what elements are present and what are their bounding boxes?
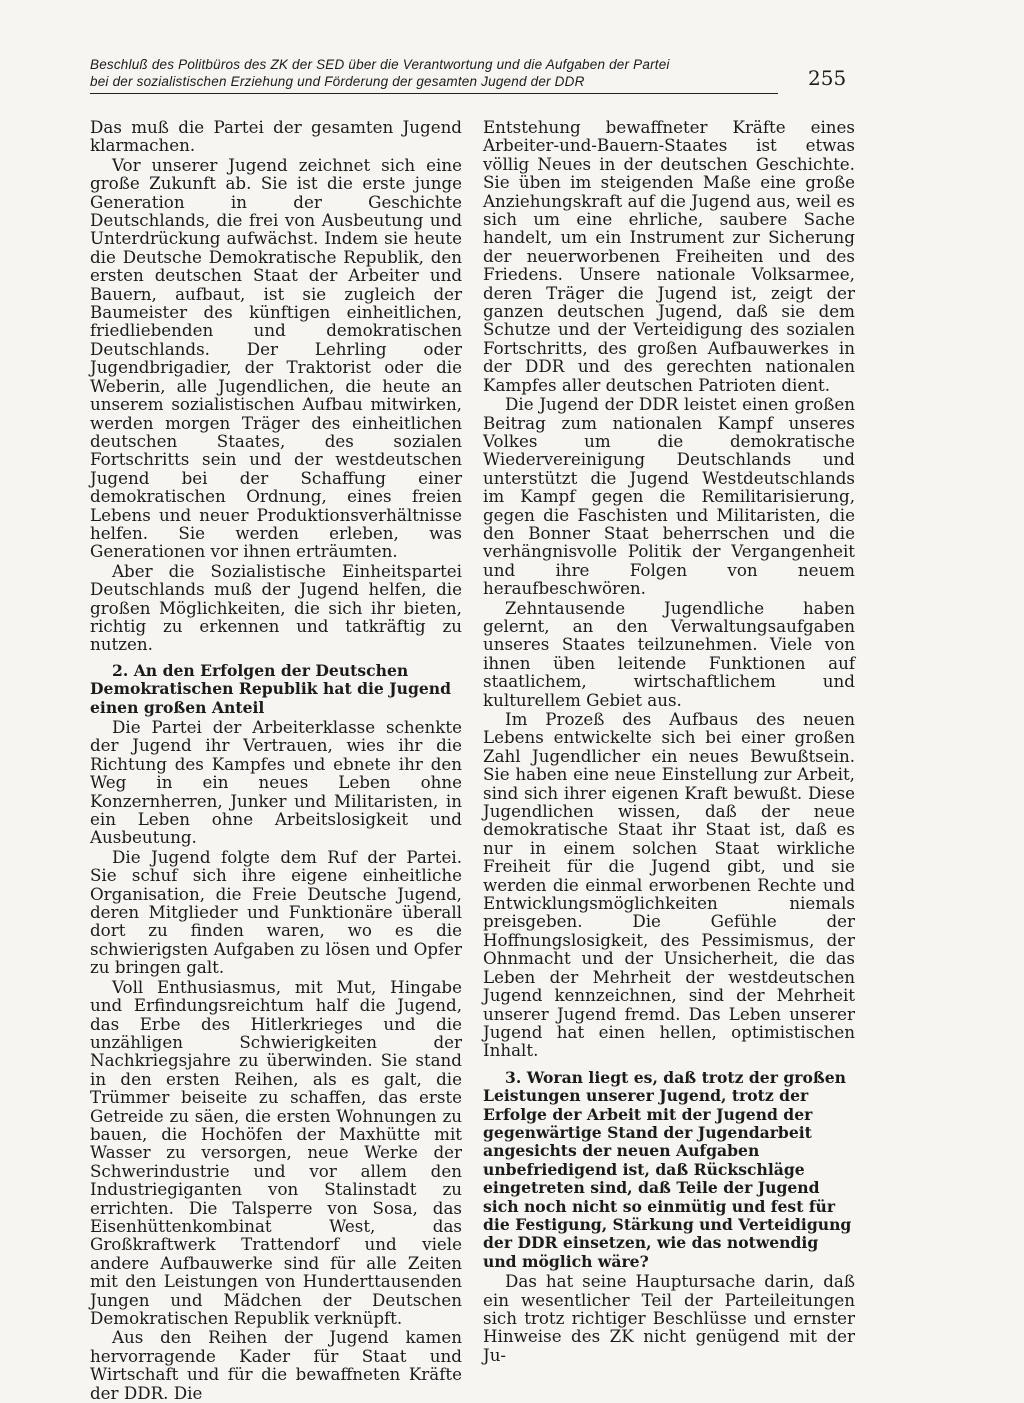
header-rule [90,93,778,94]
paragraph: Die Jugend der DDR leistet einen großen Beitrag zum nationalen Kampf unseres Volkes um die demokratische Wiedervereinigung Deutschlands und unterstützt die Jugend Westdeutschlands im Kampf gegen die Remilitarisierung, gegen die Faschisten und Militaristen, die den Bonner Staat beherrschen und die verhängnisvolle Politik der Vergangenheit und ihre Folgen von neuem heraufbeschwören. [483,394,855,599]
paragraph: Vor unserer Jugend zeichnet sich eine große Zukunft ab. Sie ist die erste junge Generation in der Geschichte Deutschlands, die frei von Ausbeutung und Unterdrückung aufwächst. Indem sie heute die Deutsche Demokratische Republik, den ersten deutschen Staat der Arbeiter und Bauern, aufbaut, ist sie zugleich der Baumeister des künftigen einheitlichen, friedliebenden und demokratischen Deutschlands. Der Lehrling oder Jugendbrigadier, der Traktorist oder die Weberin, alle Jugendlichen, die heute an unserem sozialistischen Aufbau mitwirken, werden morgen Träger des einheitlichen deutschen Staates, des sozialen Fortschritts sein und der westdeutschen Jugend bei der Schaffung einer demokratischen Ordnung, eines freien Lebens und neuer Produktionsverhältnisse helfen. Sie werden erleben, was Generationen vor ihnen erträumten. [90,154,462,562]
paragraph: Entstehung bewaffneter Kräfte eines Arbeiter-und-Bauern-Staates ist etwas völlig Neues in der deutschen Geschichte. Sie üben im steigenden Maße eine große Anziehungskraft auf die Jugend aus, weil es sich um eine ehrliche, saubere Sache handelt, um ein Instrument zur Sicherung der neuerworbenen Freiheiten und des Friedens. Unsere nationale Volksarmee, deren Träger die Jugend ist, zeigt der ganzen deutschen Jugend, daß sie dem Schutze und der Verteidigung des sozialen Fortschritts, des großen Aufbauwerkes in der DDR und des gerechten nationalen Kampfes aller deutschen Patrioten dient. [483,117,855,395]
section-heading-3: 3. Woran liegt es, daß trotz der großen Leistungen unserer Jugend, trotz der Erfolge der Arbeit mit der Jugend der gegenwärtige Stand der Jugendarbeit angesichts der neuen Aufgaben unbefriedigend ist, daß Rückschläge eingetreten sind, daß Teile der Jugend sich noch nicht so einmütig und fest für die Festigung, Stärkung und Verteidigung der DDR einsetzen, wie das notwendig und möglich wäre? [483,1067,852,1271]
paragraph: Voll Enthusiasmus, mit Mut, Hingabe und Erfindungsreichtum half die Jugend, das Erbe des Hitlerkrieges und die unzähligen Schwierigkeiten der Nachkriegsjahre zu überwinden. Sie stand in den ersten Reihen, als es galt, die Trümmer beiseite zu schaffen, das erste Getreide zu säen, die ersten Wohnungen zu bauen, die Hochöfen der Maxhütte mit Wasser zu versorgen, neue Werke der Schwerindustrie und vor allem den Industriegiganten von Stalinstadt zu errichten. Die Talsperre von Sosa, das Eisenhüttenkombinat West, das Großkraftwerk Trattendorf und viele andere Aufbauwerke sind für alle Zeiten mit den Leistungen von Hunderttausenden Jungen und Mädchen der Deutschen Demokratischen Republik verknüpft. [90,976,462,1328]
left-column [90,118,462,1402]
paragraph: Die Jugend folgte dem Ruf der Partei. Sie schuf sich ihre eigene einheitliche Organisation, die Freie Deutsche Jugend, deren Mitglieder und Funktionäre überall dort zu finden waren, wo es die schwierigsten Aufgaben zu lösen und Opfer zu bringen galt. [90,846,462,978]
paragraph: Aber die Sozialistische Einheitspartei Deutschlands muß der Jugend helfen, die großen Möglichkeiten, die sich ihr bieten, richtig zu erkennen und tatkräftig zu nutzen. [90,560,462,655]
page-number: 255 [808,66,847,90]
paragraph: Zehntausende Jugendliche haben gelernt, an den Verwaltungsaufgaben unseres Staates teilzunehmen. Viele von ihnen üben leitende Funktionen auf staatlichem, wirtschaftlichem und kulturellem Gebiet aus. [483,597,855,710]
header-line-1: Beschluß des Politbüros des ZK der SED über die Verantwortung und die Aufgaben der Partei [90,57,670,72]
header-line-2: bei der sozialistischen Erziehung und Förderung der gesamten Jugend der DDR [90,74,585,89]
right-column [483,118,855,1364]
paragraph: Das hat seine Hauptursache darin, daß ein wesentlicher Teil der Parteileitungen sich trotz richtiger Beschlüsse und ernster Hinweise des ZK nicht genügend mit der Ju- [483,1271,855,1365]
paragraph: Im Prozeß des Aufbaus des neuen Lebens entwickelte sich bei einer großen Zahl Jugendlicher ein neues Bewußtsein. Sie haben eine neue Einstellung zur Arbeit, sind sich ihrer eigenen Kraft bewußt. Diese Jugendlichen wissen, daß der neue demokratische Staat ihr Staat ist, daß es nur in einem solchen Staat wirkliche Freiheit für die Jugend gibt, und sie werden die einmal erworbenen Rechte und Entwicklungsmöglichkeiten niemals preisgeben. Die Gefühle der Hoffnungslosigkeit, des Pessimismus, der Ohnmacht und der Unsicherheit, die das Leben der Mehrheit der westdeutschen Jugend kennzeichnen, sind der Mehrheit unserer Jugend fremd. Das Leben unserer Jugend hat einen hellen, optimistischen Inhalt. [483,709,855,1061]
paragraph: Das muß die Partei der gesamten Jugend klarmachen. [90,117,462,156]
running-header [90,56,880,94]
section-heading-2: 2. An den Erfolgen der Deutschen Demokratischen Republik hat die Jugend einen großen Anteil [90,660,452,717]
paragraph: Die Partei der Arbeiterklasse schenkte der Jugend ihr Vertrauen, wies ihr die Richtung des Kampfes und ebnete ihr den Weg in ein neues Leben ohne Konzernherren, Junker und Militaristen, in ein Leben ohne Arbeitslosigkeit und Ausbeutung. [90,717,462,848]
paragraph: Aus den Reihen der Jugend kamen hervorragende Kader für Staat und Wirtschaft und für die bewaffneten Kräfte der DDR. Die [90,1327,462,1403]
